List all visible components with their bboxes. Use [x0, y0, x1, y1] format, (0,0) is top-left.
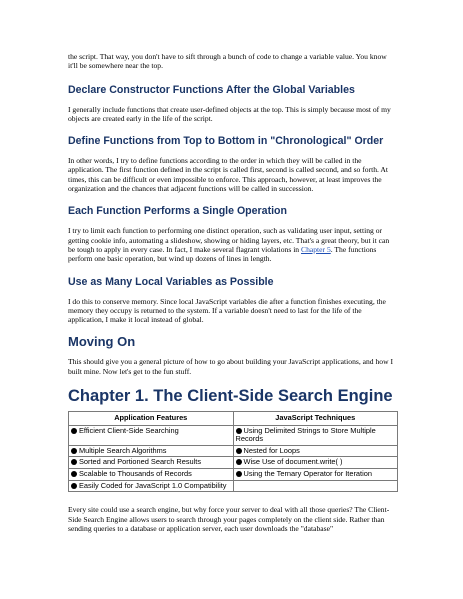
- table-cell-technique: [233, 425, 398, 445]
- chapter-5-link[interactable]: Chapter 5: [301, 244, 331, 254]
- section-heading-chronological-order: Define Functions from Top to Bottom in "Chronological" Order: [68, 135, 384, 148]
- bullet-icon: [236, 459, 242, 465]
- table-row: [69, 457, 398, 469]
- bullet-icon: [71, 471, 77, 477]
- section-body-text-end: . The functions perform one basic operation, but wind up dozens of lines in length.: [68, 244, 377, 264]
- table-row: [69, 445, 398, 457]
- feature-text: Easily Coded for JavaScript 1.0 Compatibility: [79, 480, 227, 490]
- feature-text: Scalable to Thousands of Records: [79, 469, 192, 479]
- table-header-row: [69, 412, 398, 426]
- table-cell-technique: [233, 480, 398, 492]
- section-body-chronological-order: In other words, I try to define functions according to the order in which they will be called in the application. The first function defined in the script is called first, second is called second, and so forth. At times, this can be difficult or even impossible to enforce. This approach, however, at least improves the organization and the chances that adjacent functions will be called in succession.: [68, 156, 388, 194]
- table-header-application-features: Application Features: [69, 412, 234, 426]
- section-body-single-operation: [68, 226, 397, 263]
- table-cell-feature: [69, 457, 234, 469]
- table-cell-feature: [69, 480, 234, 492]
- bullet-icon: [236, 448, 242, 454]
- table-cell-feature: [69, 445, 234, 457]
- table-cell-feature: [69, 469, 234, 481]
- bullet-icon: [71, 459, 77, 465]
- section-heading-local-variables: Use as Many Local Variables as Possible: [68, 275, 274, 288]
- section-body-text: I try to limit each function to performing one distinct operation, such as validating user input, setting or getting cookie info, automating a slideshow, showing or hiding layers, etc. That's a great theory, but it can be tough to apply in every case. In fact, I make several flagrant violations in: [68, 226, 390, 254]
- table-cell-feature: [69, 425, 234, 445]
- intro-paragraph: the script. That way, you don't have to sift through a bunch of code to change a variable value. You know it'll be somewhere near the top.: [68, 52, 387, 71]
- technique-text: Wise Use of document.write( ): [243, 457, 343, 467]
- table-header-javascript-techniques: JavaScript Techniques: [233, 412, 398, 426]
- table-cell-technique: [233, 457, 398, 469]
- technique-text: Nested for Loops: [243, 445, 300, 455]
- section-heading-constructor-functions: Declare Constructor Functions After the Global Variables: [68, 83, 355, 96]
- table-row: [69, 425, 398, 445]
- closing-paragraph: Every site could use a search engine, but why force your server to deal with all those queries? The Client-Side Search Engine allows users to search through your pages completely on the client side. Rather than sending queries to a database or application server, each user downloads the "database": [68, 505, 390, 533]
- technique-text: Using the Ternary Operator for Iteration: [243, 469, 372, 479]
- section-heading-single-operation: Each Function Performs a Single Operation: [68, 205, 287, 218]
- table-cell-technique: [233, 445, 398, 457]
- section-heading-moving-on: Moving On: [68, 334, 136, 350]
- feature-text: Sorted and Portioned Search Results: [79, 457, 202, 467]
- section-body-local-variables: I do this to conserve memory. Since local JavaScript variables die after a function finishes executing, the memory they occupy is returned to the system. If a variable doesn't need to last for the life of the application, I make it local instead of global.: [68, 296, 386, 325]
- chapter-title: Chapter 1. The Client-Side Search Engine: [68, 387, 393, 406]
- section-body-moving-on: This should give you a general picture of how to go about building your JavaScript applications, and how I built mine. Now let's get to the fun stuff.: [68, 357, 393, 376]
- bullet-icon: [71, 448, 77, 454]
- bullet-icon: [236, 428, 242, 434]
- feature-text: Efficient Client-Side Searching: [79, 425, 179, 435]
- table-row: [69, 469, 398, 481]
- section-body-constructor-functions: I generally include functions that create user-defined objects at the top. This is simply because most of my objects are created early in the life of the script.: [68, 104, 391, 123]
- feature-text: Multiple Search Algorithms: [79, 445, 167, 455]
- bullet-icon: [236, 471, 242, 477]
- bullet-icon: [71, 483, 77, 489]
- bullet-icon: [71, 428, 77, 434]
- features-table: [68, 411, 398, 492]
- table-row: [69, 480, 398, 492]
- technique-text: Using Delimited Strings to Store Multiple Records: [235, 425, 376, 444]
- table-cell-technique: [233, 469, 398, 481]
